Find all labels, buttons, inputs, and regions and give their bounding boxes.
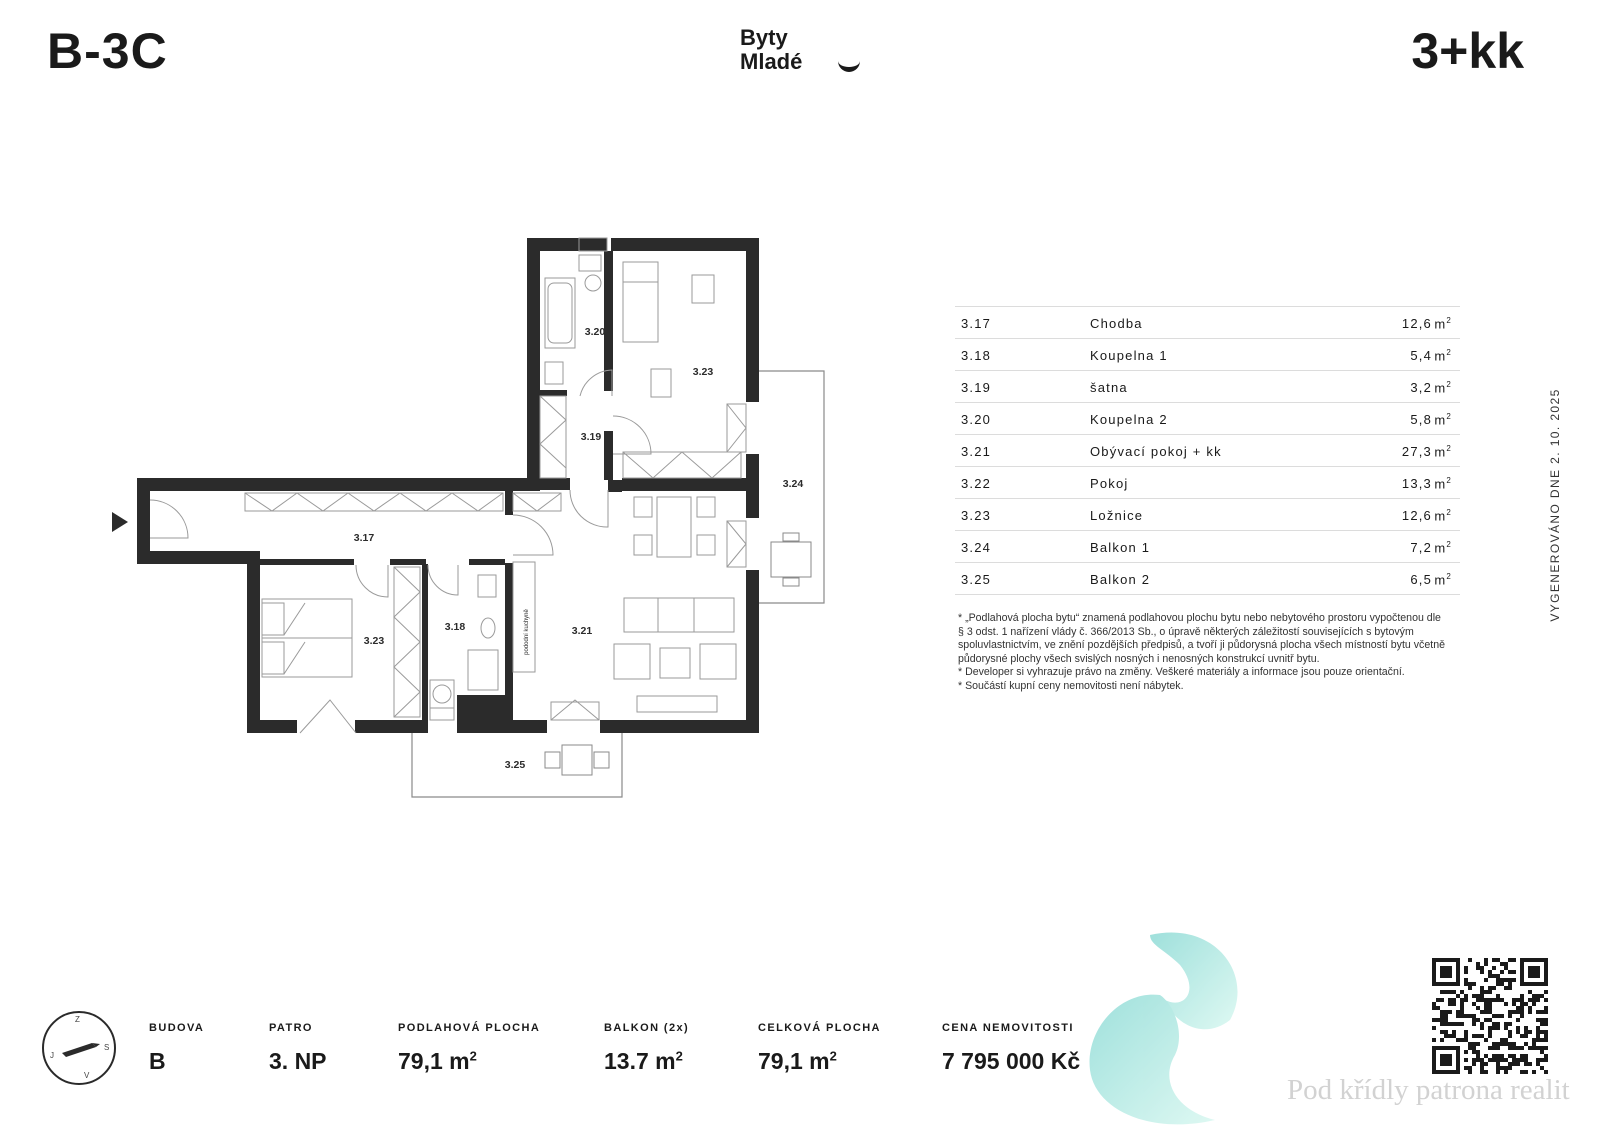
room-number: 3.18 bbox=[961, 348, 992, 363]
room-row bbox=[955, 339, 1460, 371]
room-number: 3.25 bbox=[961, 572, 992, 587]
room-area-unit: $m^2$ bbox=[1434, 316, 1452, 332]
stat-total-area-label: CELKOVÁ PLOCHA bbox=[758, 1022, 881, 1034]
room-name: Balkon 1 bbox=[1090, 540, 1151, 555]
room-area-unit: $m^2$ bbox=[1434, 380, 1452, 396]
room-area-unit: $m^2$ bbox=[1434, 348, 1452, 364]
room-row bbox=[955, 531, 1460, 563]
room-row bbox=[955, 499, 1460, 531]
room-area: 13,3 bbox=[1401, 476, 1432, 491]
unit-type: 3+kk bbox=[1411, 23, 1524, 79]
plan-label-3-21: 3.21 bbox=[571, 625, 593, 637]
rooms-table bbox=[955, 306, 1460, 595]
stat-total-area-value: 79,1 $m^2$ bbox=[758, 1048, 837, 1074]
plan-kitchen-note: pododní kuchyně bbox=[524, 609, 530, 655]
compass-south: V bbox=[84, 1071, 90, 1080]
room-area-unit: $m^2$ bbox=[1434, 444, 1452, 460]
stat-balcony-value: 13.7 $m^2$ bbox=[604, 1048, 683, 1074]
entrance-arrow-icon bbox=[112, 512, 128, 532]
room-name: šatna bbox=[1090, 380, 1128, 395]
plan-label-3-24: 3.24 bbox=[782, 478, 804, 490]
room-area: 12,6 bbox=[1401, 316, 1432, 331]
room-number: 3.24 bbox=[961, 540, 992, 555]
stat-total-area bbox=[758, 1022, 881, 1075]
note-developer: * Developer si vyhrazuje právo na změny. Veškeré materiály a informace jsou pouze orientační. bbox=[958, 666, 1405, 678]
room-name: Ložnice bbox=[1090, 508, 1144, 523]
room-row bbox=[955, 563, 1460, 595]
plan-label-3-22: 3.23 bbox=[692, 366, 714, 378]
plan-label-3-20: 3.20 bbox=[584, 326, 606, 338]
qr-code-icon[interactable] bbox=[1432, 958, 1548, 1074]
room-name: Koupelna 1 bbox=[1090, 348, 1168, 363]
legal-notes bbox=[958, 612, 1448, 693]
stat-price-value: 7 795 000 Kč bbox=[942, 1048, 1081, 1074]
room-area-unit: $m^2$ bbox=[1434, 476, 1452, 492]
room-name: Balkon 2 bbox=[1090, 572, 1151, 587]
balcony-furniture bbox=[545, 533, 811, 775]
stat-building-label: BUDOVA bbox=[149, 1022, 205, 1034]
stat-balcony bbox=[604, 1022, 689, 1075]
room-area-unit: $m^2$ bbox=[1434, 572, 1452, 588]
stat-balcony-label: BALKON (2x) bbox=[604, 1022, 690, 1034]
plan-label-3-23: 3.23 bbox=[363, 635, 385, 647]
plan-label-3-25: 3.25 bbox=[504, 759, 526, 771]
note-furniture: * Součástí kupní ceny nemovitosti není nábytek. bbox=[958, 679, 1184, 692]
room-area: 5,8 bbox=[1410, 412, 1432, 427]
generated-date: VYGENEROVÁNO DNE 2. 10. 2025 bbox=[1548, 388, 1562, 622]
room-name: Obývací pokoj + kk bbox=[1090, 444, 1222, 459]
stat-floor-area-value: 79,1 $m^2$ bbox=[398, 1048, 477, 1074]
compass-east: S bbox=[104, 1043, 110, 1052]
room-area: 5,4 bbox=[1410, 348, 1432, 363]
room-number: 3.22 bbox=[961, 476, 992, 491]
room-area: 7,2 bbox=[1410, 540, 1432, 555]
watermark-text: Pod křídly patrona realit bbox=[1287, 1074, 1570, 1106]
room-row bbox=[955, 435, 1460, 467]
stat-floor-value: 3. NP bbox=[269, 1048, 327, 1074]
watermark-wing-icon bbox=[1090, 932, 1238, 1124]
room-area: 6,5 bbox=[1410, 572, 1432, 587]
room-name: Chodba bbox=[1090, 316, 1143, 331]
room-row bbox=[955, 403, 1460, 435]
room-number: 3.20 bbox=[961, 412, 992, 427]
room-area-unit: $m^2$ bbox=[1434, 412, 1452, 428]
room-name: Pokoj bbox=[1090, 476, 1129, 491]
stat-floor bbox=[269, 1022, 327, 1075]
stat-building bbox=[149, 1022, 204, 1075]
room-area: 3,2 bbox=[1410, 380, 1432, 395]
plan-label-3-18: 3.18 bbox=[444, 621, 466, 633]
stat-building-value: B bbox=[149, 1048, 166, 1074]
walls bbox=[137, 238, 759, 733]
room-area: 27,3 bbox=[1401, 444, 1432, 459]
brand-line-1: Byty bbox=[740, 25, 788, 50]
stat-floor-area-label: PODLAHOVÁ PLOCHA bbox=[398, 1022, 541, 1034]
room-name: Koupelna 2 bbox=[1090, 412, 1168, 427]
stat-floor-area bbox=[398, 1022, 540, 1075]
balcony-outlines bbox=[412, 371, 824, 797]
room-area: 12,6 bbox=[1401, 508, 1432, 523]
room-number: 3.19 bbox=[961, 380, 992, 395]
stat-floor-label: PATRO bbox=[269, 1022, 313, 1034]
stat-price bbox=[942, 1022, 1080, 1075]
room-row bbox=[955, 371, 1460, 403]
note-floor-area: * „Podlahová plocha bytu“ znamená podlahovou plochu bytu nebo nebytového prostoru vypočtenou dle § 3 odst. 1 nařízení vlády č. 366/2013 Sb., o úpravě některých záležitostí souvisejících s bytovým spoluvlastnictvím, ve znění pozdějších předpisů, a tvoří ji půdorysná plocha všech místností bytu včetně půdorysné plochy všech svislých nosných i nenosných konstrukcí uvnitř bytu. bbox=[958, 612, 1445, 665]
room-area-unit: $m^2$ bbox=[1434, 508, 1452, 524]
room-number: 3.21 bbox=[961, 444, 992, 459]
brand-line-2: Mladé bbox=[740, 49, 803, 74]
room-area-unit: $m^2$ bbox=[1434, 540, 1452, 556]
stat-price-label: CENA NEMOVITOSTI bbox=[942, 1022, 1074, 1034]
plan-label-3-19: 3.19 bbox=[580, 431, 602, 443]
room-number: 3.23 bbox=[961, 508, 992, 523]
plan-label-3-17: 3.17 bbox=[353, 532, 375, 544]
unit-code: B-3C bbox=[47, 23, 168, 79]
room-row bbox=[955, 307, 1460, 339]
compass-north: Z bbox=[75, 1015, 80, 1024]
room-number: 3.17 bbox=[961, 316, 992, 331]
compass-west: J bbox=[50, 1051, 54, 1060]
compass-icon bbox=[42, 1011, 116, 1085]
room-row bbox=[955, 467, 1460, 499]
